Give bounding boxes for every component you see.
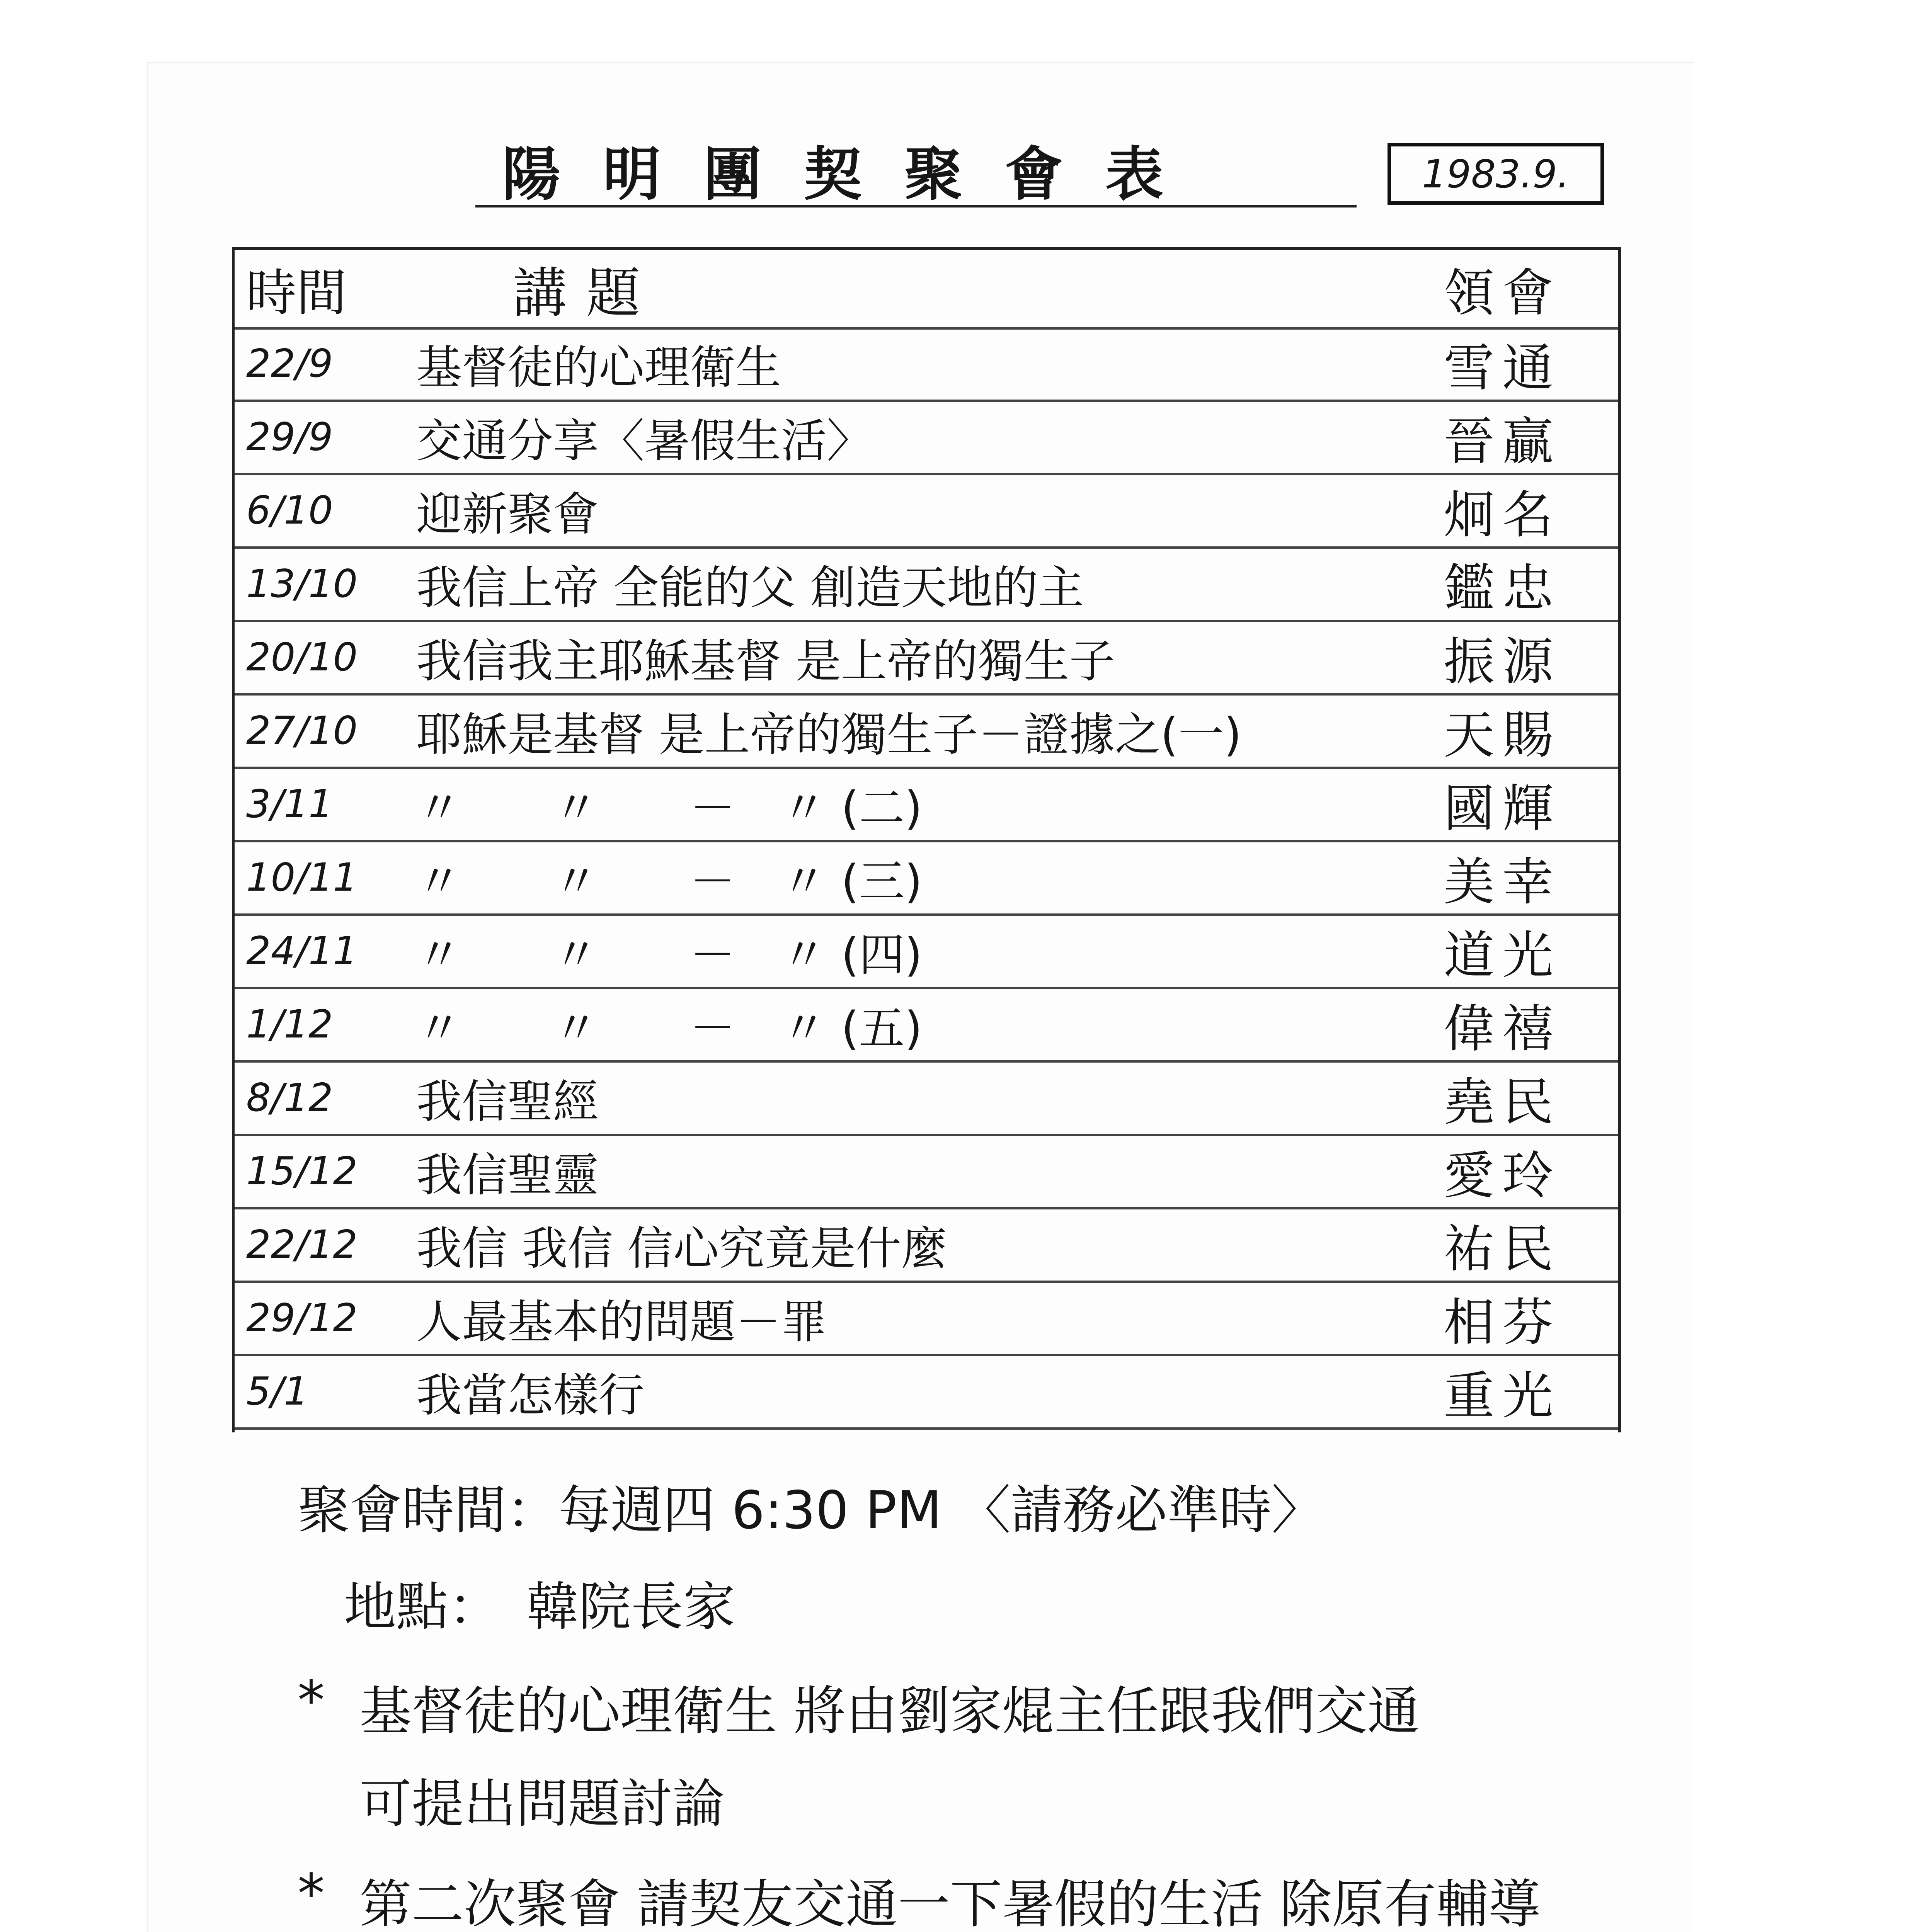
row-leader: 堯民 bbox=[1444, 1072, 1561, 1132]
table-header-row bbox=[235, 250, 1618, 330]
row-date: 1/12 bbox=[246, 1002, 333, 1047]
table-row bbox=[235, 915, 1618, 989]
row-leader: 美幸 bbox=[1444, 852, 1561, 912]
meeting-time: 聚會時間：每週四 6:30 PM 〈請務必準時〉 bbox=[298, 1480, 1324, 1541]
row-date: 5/1 bbox=[246, 1369, 308, 1414]
row-leader: 愛玲 bbox=[1444, 1146, 1561, 1206]
row-date: 24/11 bbox=[246, 928, 358, 973]
table-row bbox=[235, 548, 1618, 622]
table-row bbox=[235, 1061, 1618, 1136]
row-leader: 相芬 bbox=[1444, 1293, 1561, 1352]
row-date: 22/12 bbox=[246, 1222, 358, 1267]
row-leader: 晉贏 bbox=[1444, 412, 1561, 471]
row-topic: 耶穌是基督 是上帝的獨生子－證據之(一) bbox=[416, 707, 1242, 761]
page-title: 陽明團契聚會表 bbox=[502, 141, 1206, 208]
row-topic: 我信聖經 bbox=[416, 1075, 599, 1128]
row-leader: 重光 bbox=[1444, 1366, 1561, 1426]
table-row bbox=[235, 1355, 1618, 1430]
row-leader: 國輝 bbox=[1444, 779, 1561, 838]
row-date: 3/11 bbox=[246, 781, 333, 827]
note-line: 基督徒的心理衛生 將由劉家焜主任跟我們交通 bbox=[359, 1681, 1420, 1742]
header-date: 時間 bbox=[246, 263, 347, 322]
row-date: 29/12 bbox=[246, 1295, 358, 1340]
row-leader: 天賜 bbox=[1444, 705, 1561, 765]
row-date: 13/10 bbox=[246, 561, 358, 606]
row-leader: 偉禧 bbox=[1444, 999, 1561, 1059]
row-topic: 我信我主耶穌基督 是上帝的獨生子 bbox=[416, 634, 1115, 688]
table-row bbox=[235, 1282, 1618, 1356]
row-topic: 我信上帝 全能的父 創造天地的主 bbox=[416, 561, 1084, 614]
row-leader: 雪通 bbox=[1444, 338, 1561, 398]
row-date: 15/12 bbox=[246, 1148, 358, 1194]
row-date: 10/11 bbox=[246, 855, 358, 900]
row-leader: 道光 bbox=[1444, 925, 1561, 985]
table-row bbox=[235, 1208, 1618, 1283]
note-bullet: * bbox=[298, 1669, 325, 1732]
table-row bbox=[235, 621, 1618, 696]
schedule-table bbox=[232, 247, 1621, 1432]
row-topic: 迎新聚會 bbox=[416, 487, 599, 541]
row-date: 22/9 bbox=[246, 341, 333, 386]
row-leader: 鑑忠 bbox=[1444, 558, 1561, 618]
row-topic: 〃 〃 － 〃 (三) bbox=[416, 854, 923, 908]
row-topic: 〃 〃 － 〃 (四) bbox=[416, 928, 923, 981]
table-row bbox=[235, 768, 1618, 842]
note-bullet: * bbox=[298, 1862, 325, 1925]
table-row bbox=[235, 327, 1618, 402]
header-leader: 領會 bbox=[1444, 264, 1561, 323]
row-topic: 〃 〃 － 〃 (二) bbox=[416, 781, 923, 835]
row-topic: 我當怎樣行 bbox=[416, 1368, 645, 1422]
meeting-location: 地點： 韓院長家 bbox=[344, 1577, 735, 1637]
note-line: 第二次聚會 請契友交通一下暑假的生活 除原有輔導 bbox=[359, 1874, 1541, 1932]
table-row bbox=[235, 988, 1618, 1063]
row-date: 20/10 bbox=[246, 634, 358, 680]
row-date: 27/10 bbox=[246, 708, 358, 753]
row-leader: 祐民 bbox=[1444, 1219, 1561, 1279]
table-row bbox=[235, 841, 1618, 916]
table-row bbox=[235, 474, 1618, 549]
row-topic: 人最基本的問題－罪 bbox=[416, 1295, 827, 1349]
row-date: 8/12 bbox=[246, 1075, 333, 1120]
row-date: 6/10 bbox=[246, 488, 333, 533]
row-date: 29/9 bbox=[246, 414, 333, 459]
header-topic: 講題 bbox=[513, 262, 660, 325]
note-line: 可提出問題討論 bbox=[359, 1774, 725, 1834]
row-leader: 炯名 bbox=[1444, 485, 1561, 545]
row-topic: 交通分享〈暑假生活〉 bbox=[416, 414, 873, 468]
date-box: 1983.9. bbox=[1388, 143, 1604, 205]
row-topic: 我信 我信 信心究竟是什麼 bbox=[416, 1221, 947, 1275]
table-row bbox=[235, 401, 1618, 475]
table-row bbox=[235, 694, 1618, 769]
row-leader: 振源 bbox=[1444, 632, 1561, 692]
title-underline bbox=[475, 205, 1357, 207]
row-topic: 基督徒的心理衛生 bbox=[416, 340, 781, 394]
row-topic: 〃 〃 － 〃 (五) bbox=[416, 1001, 923, 1055]
table-row bbox=[235, 1135, 1618, 1209]
row-topic: 我信聖靈 bbox=[416, 1148, 599, 1202]
